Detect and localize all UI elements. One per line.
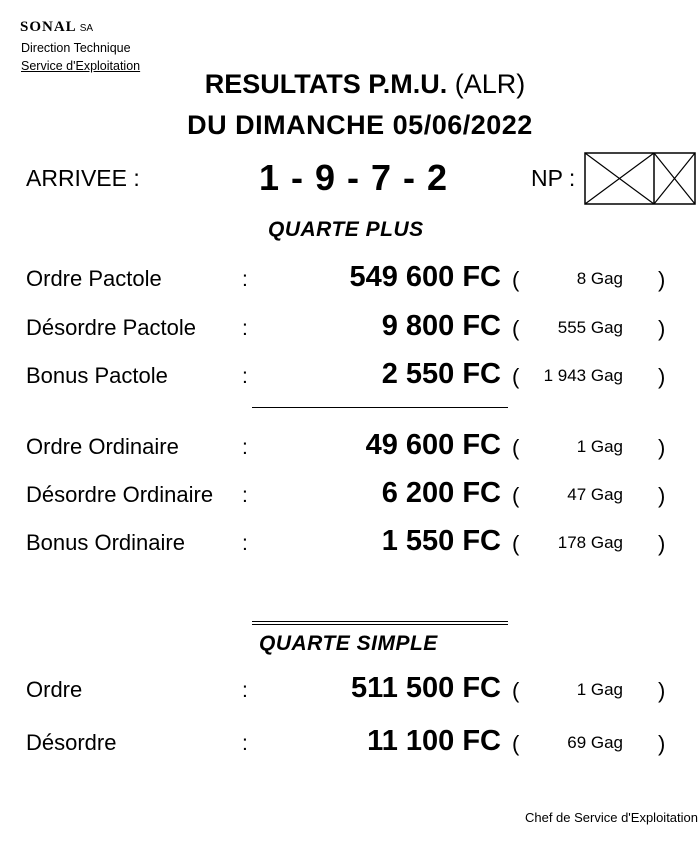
row-paren-open: (: [512, 267, 520, 292]
company-name: [20, 19, 93, 36]
arrival-value: 1 - 9 - 7 - 2: [259, 157, 449, 198]
results-date: DU DIMANCHE 05/06/2022: [187, 110, 533, 140]
row-label: Désordre: [26, 730, 117, 755]
brand-suffix: SA: [79, 23, 94, 34]
result-row: [0, 672, 700, 713]
row-paren-close: ): [658, 364, 666, 389]
row-winners: 1 Gag: [576, 680, 623, 699]
result-row: [0, 261, 700, 302]
results-title-main: RESULTATS P.M.U.: [204, 69, 448, 99]
arrival-label: ARRIVEE :: [26, 165, 140, 191]
row-amount: 49 600 FC: [365, 429, 501, 461]
row-amount: 549 600 FC: [349, 261, 501, 293]
row-winners: 555 Gag: [557, 318, 623, 337]
row-paren-open: (: [512, 731, 520, 756]
row-winners: 1 Gag: [576, 437, 623, 456]
row-winners: 8 Gag: [576, 269, 623, 288]
row-label: Bonus Ordinaire: [26, 530, 185, 555]
result-row: [0, 725, 700, 766]
row-colon: :: [242, 317, 248, 340]
crossed-box-icon: [584, 152, 696, 205]
row-paren-close: ): [658, 267, 666, 292]
section-divider-top: [252, 621, 508, 622]
row-paren-close: ): [658, 678, 666, 703]
row-colon: :: [242, 732, 248, 755]
row-winners: 47 Gag: [567, 485, 623, 504]
row-label: Ordre: [26, 677, 83, 702]
row-colon: :: [242, 484, 248, 507]
row-paren-open: (: [512, 435, 520, 460]
row-paren-close: ): [658, 435, 666, 460]
section-divider: [252, 407, 508, 408]
np-label: NP :: [531, 165, 576, 191]
result-row: [0, 429, 700, 470]
row-paren-close: ): [658, 316, 666, 341]
row-paren-close: ): [658, 531, 666, 556]
row-amount: 9 800 FC: [381, 310, 501, 342]
row-label: Bonus Pactole: [26, 363, 168, 388]
row-paren-open: (: [512, 364, 520, 389]
row-label: Ordre Ordinaire: [26, 434, 179, 459]
row-paren-open: (: [512, 678, 520, 703]
service-name: Service d'Exploitation: [21, 59, 141, 73]
results-title-paren: (ALR): [454, 69, 526, 99]
row-amount: 11 100 FC: [367, 725, 501, 757]
row-paren-close: ): [658, 731, 666, 756]
result-row: [0, 358, 700, 399]
row-paren-open: (: [512, 316, 520, 341]
department-name: Direction Technique: [21, 41, 131, 55]
row-amount: 2 550 FC: [381, 358, 501, 390]
result-row: [0, 310, 700, 351]
brand-name: SONAL: [20, 19, 77, 35]
row-colon: :: [242, 365, 248, 388]
row-label: Désordre Pactole: [26, 315, 196, 340]
row-paren-open: (: [512, 483, 520, 508]
row-colon: :: [242, 679, 248, 702]
result-row: [0, 477, 700, 518]
row-label: Ordre Pactole: [26, 266, 162, 291]
np-crossed-boxes: [584, 152, 696, 205]
row-label: Désordre Ordinaire: [26, 482, 214, 507]
row-colon: :: [242, 268, 248, 291]
row-colon: :: [242, 436, 248, 459]
row-paren-close: ): [658, 483, 666, 508]
result-row: [0, 525, 700, 566]
row-amount: 6 200 FC: [381, 477, 501, 509]
row-winners: 1 943 Gag: [543, 366, 623, 385]
signature-line: Chef de Service d'Exploitation: [524, 810, 698, 825]
row-winners: 69 Gag: [567, 733, 623, 752]
quarte-simple-heading: QUARTE SIMPLE: [259, 632, 438, 655]
results-title: [0, 69, 700, 100]
row-amount: 1 550 FC: [381, 525, 501, 557]
section-divider-bottom: [252, 624, 508, 625]
row-paren-open: (: [512, 531, 520, 556]
row-winners: 178 Gag: [557, 533, 623, 552]
row-amount: 511 500 FC: [351, 672, 501, 704]
quarte-plus-heading: QUARTE PLUS: [268, 218, 424, 241]
row-colon: :: [242, 532, 248, 555]
